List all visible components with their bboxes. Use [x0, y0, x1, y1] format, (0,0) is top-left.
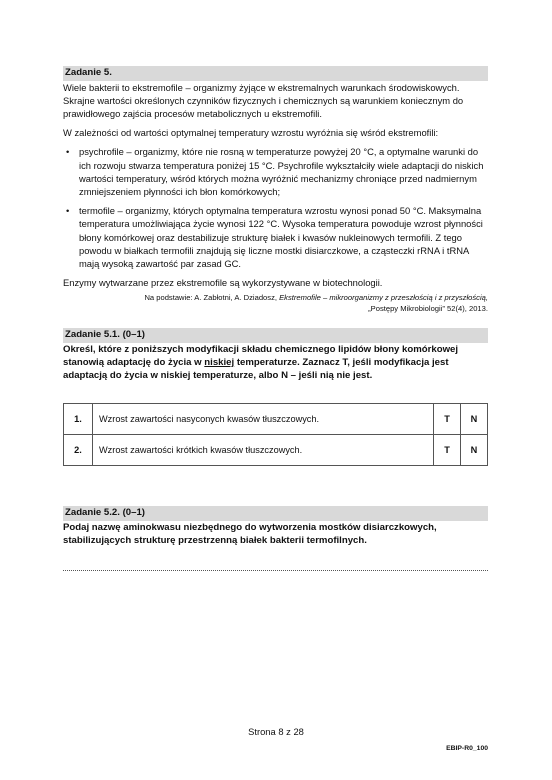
row-number: 1.: [64, 404, 93, 435]
underlined-word: niskiej: [204, 357, 235, 369]
table-row: [64, 435, 488, 466]
statement-text: Wzrost zawartości krótkich kwasów tłuszczowych.: [93, 435, 434, 466]
task-5-1-instruction: [63, 343, 488, 383]
task-5-1-header: Zadanie 5.1. (0–1): [63, 328, 488, 343]
thermophile-text: termofile – organizmy, których optymalna temperatura wzrostu wynosi ponad 50 °C. Maksymalna temperatura umożliwiająca życie wynosi 122 °C. Wysoka temperatura powoduje wzrost płynności błony komórkowej oraz destabilizuje strukturę białek i kwasów nukleinowych termofili. Z tego powodu w białkach termofili znajdują się liczne mostki disiarczkowe, a cząsteczki rRNA i tRNA mają wysoką zawartość par zasad GC.: [79, 205, 483, 269]
exam-code: EBIP-R0_100: [446, 745, 488, 752]
true-false-table: [63, 403, 488, 466]
table-row: [64, 404, 488, 435]
task-text-part: Określ, które z poniższych modyfikacji składu chemicznego lipidów błony komórkowej stanowią adaptację do życia w: [63, 343, 459, 369]
row-number: 2.: [64, 435, 93, 466]
task-5-2-instruction: Podaj nazwę aminokwasu niezbędnego do wytworzenia mostków disiarczkowych, stabilizujących strukturę przestrzenną białek bakterii termofilnych.: [63, 521, 437, 547]
source-title: Ekstremofile – mikroorganizmy z przeszłością i z przyszłością,: [279, 293, 488, 303]
page-number: Strona 8 z 28: [248, 726, 304, 737]
source-journal: „Postępy Mikrobiologii” 52(4), 2013.: [368, 304, 488, 314]
biotech-paragraph: Enzymy wytwarzane przez ekstremofile są wykorzystywane w biotechnologii.: [63, 277, 383, 289]
bullet-icon: •: [66, 146, 70, 158]
option-true[interactable]: T: [434, 435, 461, 466]
extremophile-list: [63, 145, 488, 270]
source-prefix: Na podstawie: A. Zabłotni, A. Dziadosz,: [144, 293, 277, 303]
option-false[interactable]: N: [461, 435, 488, 466]
list-item: [63, 145, 488, 198]
classification-intro: W zależności od wartości optymalnej temperatury wzrostu wyróżnia się wśród ekstremofili:: [63, 127, 439, 139]
list-item: [63, 204, 488, 270]
answer-line[interactable]: [63, 569, 488, 571]
task-5-header: Zadanie 5.: [63, 66, 488, 81]
source-citation: [63, 292, 488, 314]
exam-page-content: [63, 66, 488, 571]
task-5-2-header: Zadanie 5.2. (0–1): [63, 506, 488, 521]
option-false[interactable]: N: [461, 404, 488, 435]
option-true[interactable]: T: [434, 404, 461, 435]
statement-text: Wzrost zawartości nasyconych kwasów tłuszczowych.: [93, 404, 434, 435]
psychrophile-text: psychrofile – organizmy, które nie rosną w temperaturze powyżej 20 °C, a optymalne warunki do ich rozwoju stwarza temperatura poniżej 15 °C. Psychrofile wykształciły wiele adaptacji do niskich wartości temperatury, wśród których można wyróżnić mechanizmy chroniące przed nadmiernym zmniejszeniem płynności ich błon komórkowych;: [79, 146, 484, 197]
intro-paragraph: Wiele bakterii to ekstremofile – organizmy żyjące w ekstremalnych warunkach środowiskowych. Skrajne wartości określonych czynników fizycznych i chemicznych są warunkiem koniecznym do prawidłowego zajścia procesów metabolicznych u ekstremofili.: [63, 81, 464, 119]
bullet-icon: •: [66, 205, 70, 217]
task-text-part: temperaturze. Zaznacz T, jeśli modyfikacja jest adaptacją do życia w niskiej temperaturze, albo N – jeśli nią nie jest.: [63, 357, 449, 382]
